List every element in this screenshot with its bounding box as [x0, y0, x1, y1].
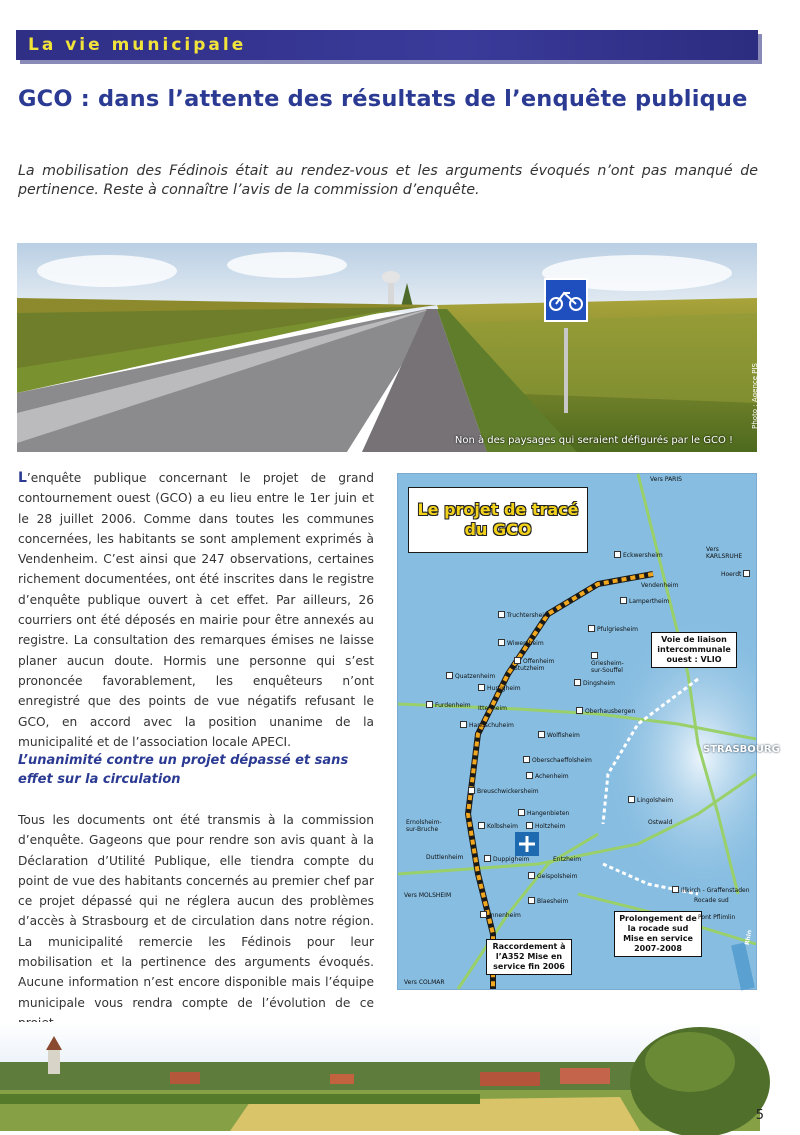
map-title: Le projet de tracé du GCO [417, 500, 579, 539]
article-headline: GCO : dans l’attente des résultats de l’enquête publique [18, 86, 748, 112]
map-town: Breuschwickersheim [468, 787, 539, 795]
map-river-label: Rhin [743, 929, 754, 946]
map-town: Dingsheim [574, 679, 615, 687]
map-road-label: Vers KARLSRUHE [706, 546, 743, 560]
map-town: Truchtersheim [498, 611, 550, 619]
gco-route-map [397, 473, 780, 990]
map-town: Duttlenheim [426, 854, 464, 861]
map-town: Lingolsheim [628, 796, 673, 804]
map-town: Lampertheim [620, 597, 669, 605]
article-subhead: L’unanimité contre un projet dépassé et sans effet sur la circulation [18, 753, 349, 787]
map-town: Vendenheim [641, 582, 679, 589]
section-banner [16, 30, 758, 60]
map-city-strasbourg: STRASBOURG [703, 744, 780, 755]
map-road-label: Vers PARIS [650, 476, 682, 483]
map-town: Wiwersheim [498, 639, 544, 647]
map-road-label: Vers MOLSHEIM [404, 892, 452, 899]
body-paragraph-2: Tous les documents ont été transmis à la commission d’enquête. Gageons que pour rendre son avis quant à la Déclaration d’Utilité Publique, elle tiendra compte du point de vue des habitants concernés au premier chef par ce projet dépassé qui ne réglera aucun des problèmes d’accès à Strasbourg et de circulation dans notre région. La municipalité remercie les Fédinois pour leur mobilisation et la pertinence des arguments évoqués. Aucune information n’est encore disponible mais l’équipe municipale vous rendra compte de l’évolution de ce [18, 813, 374, 1010]
map-town: Stutzheim [514, 665, 545, 672]
map-town: Wolfisheim [538, 731, 580, 739]
map-town: Holtzheim [526, 822, 565, 830]
map-town: Handschuheim [460, 721, 514, 729]
section-title: La vie municipale [28, 35, 247, 55]
map-road-label: Vers COLMAR [404, 979, 445, 986]
map-box-vlio: Voie de liaison intercommunale ouest : VLIO [651, 632, 737, 668]
drop-cap: L [18, 470, 27, 486]
map-town: Eckwersheim [614, 551, 663, 559]
map-town: Pfulgriesheim [588, 625, 638, 633]
road-photo-illustration [17, 243, 757, 452]
map-town: Hangenbieten [518, 809, 569, 817]
page-number: 5 [755, 1108, 764, 1123]
map-box-a352: Raccordement à l’A352 Mise en service fin 2006 [486, 939, 572, 975]
map-town: Kolbsheim [478, 822, 518, 830]
road-photo [17, 243, 757, 452]
map-town: Illkirch - Graffenstaden [672, 886, 750, 894]
map-town: Offenheim [514, 657, 554, 665]
map-town: Entzheim [553, 856, 582, 863]
map-town: Griesheim-sur-Souffel [591, 652, 631, 674]
map-town: Ernolsheim-sur-Bruche [406, 819, 442, 833]
body-paragraph-1 [18, 468, 374, 752]
map-town: Duppigheim [484, 855, 530, 863]
article-lede: La mobilisation des Fédinois était au rendez-vous et les arguments évoqués n’ont pas manqué de pertinence. Reste à connaître l’avis de la commission d’enquête. [18, 163, 758, 198]
map-town: Oberhausbergen [576, 707, 635, 715]
map-town: Quatzenheim [446, 672, 495, 680]
map-town: Innenheim [480, 911, 521, 919]
photo-credit: Photo : Agence PJS [751, 363, 759, 429]
village-landscape-illustration [0, 1022, 760, 1131]
map-town: Ostwald [648, 819, 673, 826]
map-town: Blaesheim [528, 897, 568, 905]
map-town: Hurtigheim [478, 684, 521, 692]
map-town: Furdenheim [426, 701, 471, 709]
map-town: Ittenheim [478, 705, 507, 712]
photo-caption: Non à des paysages qui seraient défigurés par le GCO ! [454, 435, 733, 446]
village-landscape-photo [0, 1022, 760, 1131]
map-road-label: Rocade sud [694, 897, 729, 904]
paragraph-1-text: ’enquête publique concernant le projet de grand contournement ouest (GCO) a eu lieu entre le 1er juin et le 28 juillet 2006. Comme dans toutes les communes concernées, les habitants se sont amplement exprimés à Vendenheim. C’est ainsi que 247 observations, certaines richement documentées, ont été inscrites dans le registre d’enquête publique ouvert à cet effet. Par ailleurs, 26 courriers ont été déposés en mairie pour être annexés au registre. La consultation des remarques émises ne laisse planer aucun doute. Hormis une personne qui s’est prononcée favorablement, les enquêteurs n’ont enregistré que des points de vue négatifs refusant le GCO, en accord avec la position unanime de la municipalité et de l’association locale APECI. [18, 471, 374, 749]
map-title-box [408, 487, 588, 553]
map-box-rocade: Prolongement de la rocade sud Mise en service 2007-2008 [614, 911, 702, 957]
map-town: Oberschaeffolsheim [523, 756, 592, 764]
map-road-label: Pont Pflimlin [698, 914, 736, 921]
map-town: Geispolsheim [528, 872, 577, 880]
map-town: Achenheim [526, 772, 569, 780]
map-town: Hoerdt [721, 570, 752, 578]
